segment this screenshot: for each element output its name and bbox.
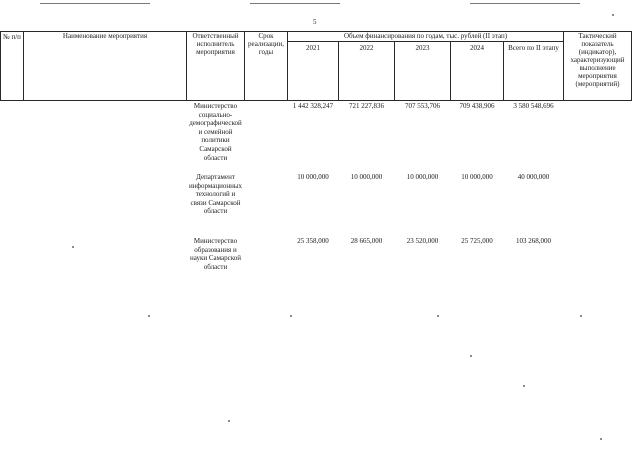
scan-speck	[290, 315, 292, 317]
scan-speck	[580, 315, 582, 317]
header-year-2021: 2021	[306, 44, 320, 52]
scan-edge-mark	[40, 3, 150, 4]
scan-edge-mark	[470, 3, 580, 4]
scan-speck	[148, 315, 150, 317]
row-executor: Министерство социально-демографической и семейной политики Самарской области	[189, 102, 242, 162]
scan-speck	[600, 438, 602, 440]
row-value-2021: 1 442 328,247	[292, 102, 334, 110]
table-header-bottom	[0, 100, 632, 101]
header-year-2022: 2022	[359, 44, 374, 52]
scan-speck	[612, 14, 614, 16]
row-value-2023: 23 520,000	[406, 237, 439, 245]
col-border	[631, 31, 632, 101]
header-term: Срок реализации, годы	[248, 32, 284, 56]
scan-edge-mark	[250, 3, 340, 4]
scan-speck	[470, 355, 472, 357]
col-border	[0, 31, 1, 101]
header-total: Всего по II этапу	[508, 44, 559, 52]
header-name: Наименование мероприятия	[62, 32, 148, 40]
header-indicator: Тактический показатель (индикатор), характеризующий выполнение мероприятия (мероприятий)	[570, 32, 625, 88]
funding-subheader-line	[287, 41, 563, 42]
header-number: № п/п	[3, 33, 21, 41]
scan-speck	[523, 385, 525, 387]
row-value-2024: 25 725,000	[461, 237, 493, 245]
page-number: 5	[313, 18, 317, 26]
row-executor: Министерство образования и науки Самарской области	[189, 237, 242, 271]
scan-speck	[72, 246, 74, 248]
row-value-2022: 10 000,000	[350, 173, 383, 181]
row-value-total: 103 268,000	[516, 237, 551, 245]
col-border	[23, 31, 24, 101]
row-value-2021: 10 000,000	[297, 173, 329, 181]
header-executor: Ответственный исполнитель мероприятия	[192, 32, 239, 56]
table-header	[0, 31, 632, 101]
row-value-total: 40 000,000	[517, 173, 550, 181]
header-year-2024: 2024	[470, 44, 484, 52]
header-funding: Объем финансирования по годам, тыс. рублей (II этап)	[343, 32, 508, 40]
row-executor: Департамент информационных технологий и связи Самарской области	[188, 173, 243, 216]
row-value-2023: 707 553,706	[405, 102, 440, 110]
row-value-total: 3 580 548,696	[513, 102, 554, 110]
header-year-2023: 2023	[415, 44, 430, 52]
row-value-2023: 10 000,000	[406, 173, 439, 181]
row-value-2024: 10 000,000	[461, 173, 493, 181]
scan-speck	[228, 420, 230, 422]
row-value-2021: 25 358,000	[297, 237, 329, 245]
scan-speck	[437, 315, 439, 317]
row-value-2024: 709 438,906	[459, 102, 495, 110]
row-value-2022: 28 665,000	[350, 237, 383, 245]
col-border	[287, 31, 288, 101]
row-value-2022: 721 227,836	[349, 102, 384, 110]
